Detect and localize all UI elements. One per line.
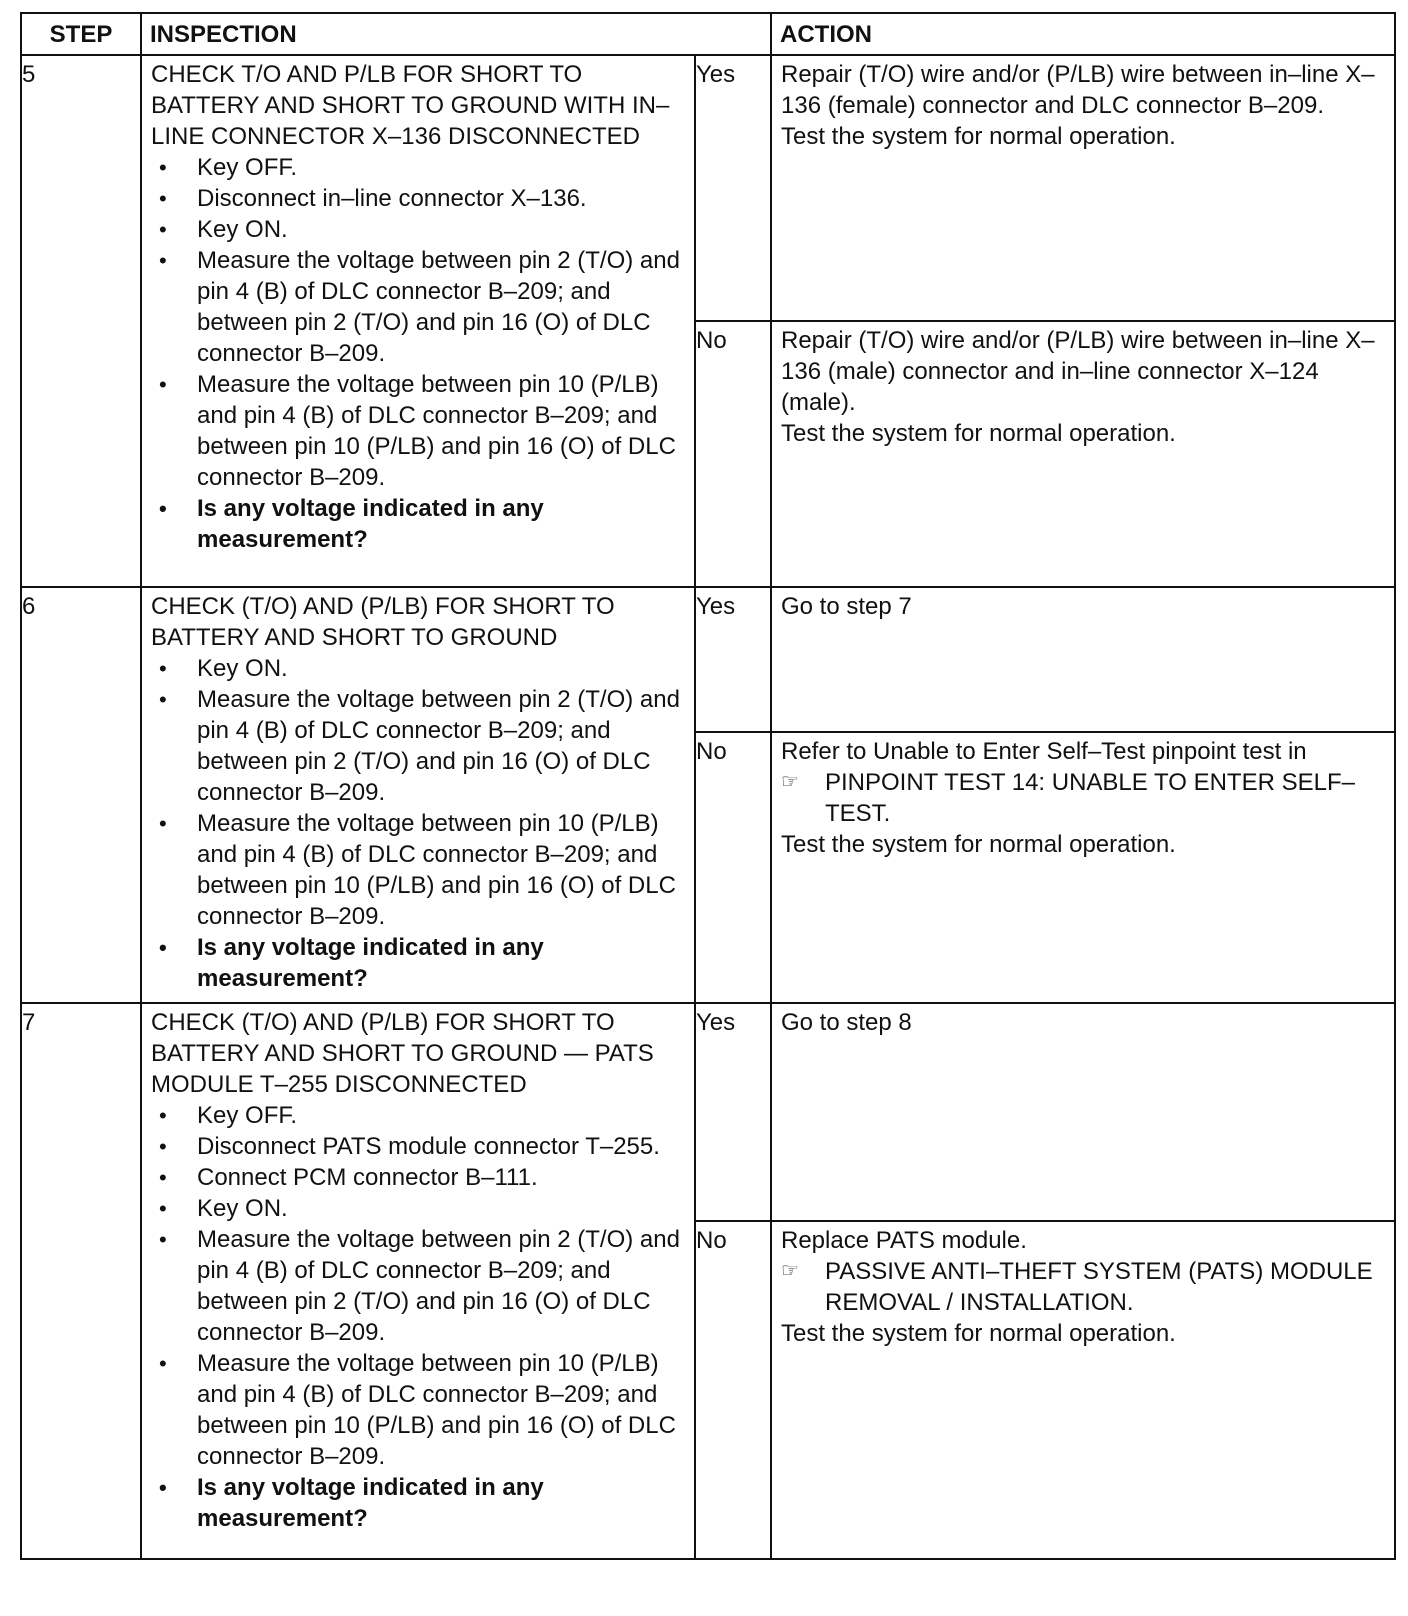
inspection-title: CHECK (T/O) AND (P/LB) FOR SHORT TO BATTERY AND SHORT TO GROUND	[151, 593, 615, 651]
inspection-bullet: • Measure the voltage between pin 2 (T/O) and pin 4 (B) of DLC connector B–209; and between pin 2 (T/O) and pin 16 (O) of DLC connector B–209.	[151, 684, 686, 808]
inspection-bullet: • Key ON.	[151, 214, 686, 245]
header-action: ACTION	[771, 13, 1395, 55]
inspection-cell	[141, 587, 695, 1003]
inspection-title: CHECK (T/O) AND (P/LB) FOR SHORT TO BATTERY AND SHORT TO GROUND — PATS MODULE T–255 DISCONNECTED	[151, 1009, 654, 1098]
no-action-cell	[771, 1221, 1395, 1559]
header-row	[21, 13, 1395, 55]
inspection-bullet: • Measure the voltage between pin 2 (T/O) and pin 4 (B) of DLC connector B–209; and between pin 2 (T/O) and pin 16 (O) of DLC connector B–209.	[151, 245, 686, 369]
yes-action-cell	[771, 1003, 1395, 1221]
step-number: 6	[21, 587, 141, 1003]
step-number: 7	[21, 1003, 141, 1559]
inspection-bullet: • Key OFF.	[151, 152, 686, 183]
inspection-bullet: • Key ON.	[151, 653, 686, 684]
inspection-bullet: • Measure the voltage between pin 10 (P/LB) and pin 4 (B) of DLC connector B–209; and between pin 10 (P/LB) and pin 16 (O) of DLC connector B–209.	[151, 369, 686, 493]
inspection-question: • Is any voltage indicated in any measurement?	[151, 493, 686, 555]
inspection-question: • Is any voltage indicated in any measurement?	[151, 1472, 686, 1534]
header-step: STEP	[21, 13, 141, 55]
action-test-text: Test the system for normal operation.	[781, 831, 1176, 859]
inspection-cell	[141, 1003, 695, 1559]
table-row	[21, 55, 1395, 321]
no-action-cell	[771, 732, 1395, 1003]
yes-label: Yes	[695, 55, 771, 321]
inspection-bullet: • Disconnect in–line connector X–136.	[151, 183, 686, 214]
action-text: Go to step 7	[781, 593, 912, 620]
header-inspection: INSPECTION	[141, 13, 771, 55]
table-row	[21, 1003, 1395, 1221]
diagnostic-table	[20, 12, 1396, 1560]
yes-label: Yes	[695, 587, 771, 732]
action-test-text: Test the system for normal operation.	[781, 1320, 1176, 1347]
table-row	[21, 587, 1395, 732]
yes-action-cell	[771, 55, 1395, 321]
action-text: Repair (T/O) wire and/or (P/LB) wire between in–line X–136 (female) connector and DLC connector B–209.	[781, 61, 1375, 119]
pointing-hand-icon: ☞	[781, 771, 799, 794]
step-number: 5	[21, 55, 141, 587]
yes-label: Yes	[695, 1003, 771, 1221]
inspection-cell	[141, 55, 695, 587]
reference-text: PASSIVE ANTI–THEFT SYSTEM (PATS) MODULE REMOVAL / INSTALLATION.	[825, 1258, 1373, 1316]
action-test-text: Test the system for normal operation.	[781, 420, 1176, 447]
inspection-bullet: • Measure the voltage between pin 10 (P/LB) and pin 4 (B) of DLC connector B–209; and between pin 10 (P/LB) and pin 16 (O) of DLC connector B–209.	[151, 808, 686, 932]
action-text: Repair (T/O) wire and/or (P/LB) wire between in–line X–136 (male) connector and in–line connector X–124 (male).	[781, 327, 1375, 416]
inspection-question: • Is any voltage indicated in any measurement?	[151, 932, 686, 994]
action-test-text: Test the system for normal operation.	[781, 123, 1176, 150]
inspection-bullet: • Key OFF.	[151, 1100, 686, 1131]
action-text: Refer to Unable to Enter Self–Test pinpoint test in	[781, 738, 1307, 766]
reference-link	[781, 1256, 1386, 1318]
action-text: Go to step 8	[781, 1009, 912, 1036]
no-label: No	[695, 321, 771, 587]
inspection-bullet: • Disconnect PATS module connector T–255.	[151, 1131, 686, 1162]
inspection-bullet: • Connect PCM connector B–111.	[151, 1162, 686, 1193]
no-label: No	[695, 732, 771, 1003]
reference-text: PINPOINT TEST 14: UNABLE TO ENTER SELF–TEST.	[825, 769, 1355, 828]
reference-link	[781, 767, 1386, 829]
action-text: Replace PATS module.	[781, 1227, 1027, 1254]
inspection-title: CHECK T/O AND P/LB FOR SHORT TO BATTERY AND SHORT TO GROUND WITH IN–LINE CONNECTOR X–136 DISCONNECTED	[151, 61, 670, 150]
inspection-bullet: • Measure the voltage between pin 2 (T/O) and pin 4 (B) of DLC connector B–209; and between pin 2 (T/O) and pin 16 (O) of DLC connector B–209.	[151, 1224, 686, 1348]
inspection-bullet: • Measure the voltage between pin 10 (P/LB) and pin 4 (B) of DLC connector B–209; and between pin 10 (P/LB) and pin 16 (O) of DLC connector B–209.	[151, 1348, 686, 1472]
yes-action-cell	[771, 587, 1395, 732]
inspection-bullet: • Key ON.	[151, 1193, 686, 1224]
pointing-hand-icon: ☞	[781, 1260, 799, 1282]
no-action-cell	[771, 321, 1395, 587]
no-label: No	[695, 1221, 771, 1559]
